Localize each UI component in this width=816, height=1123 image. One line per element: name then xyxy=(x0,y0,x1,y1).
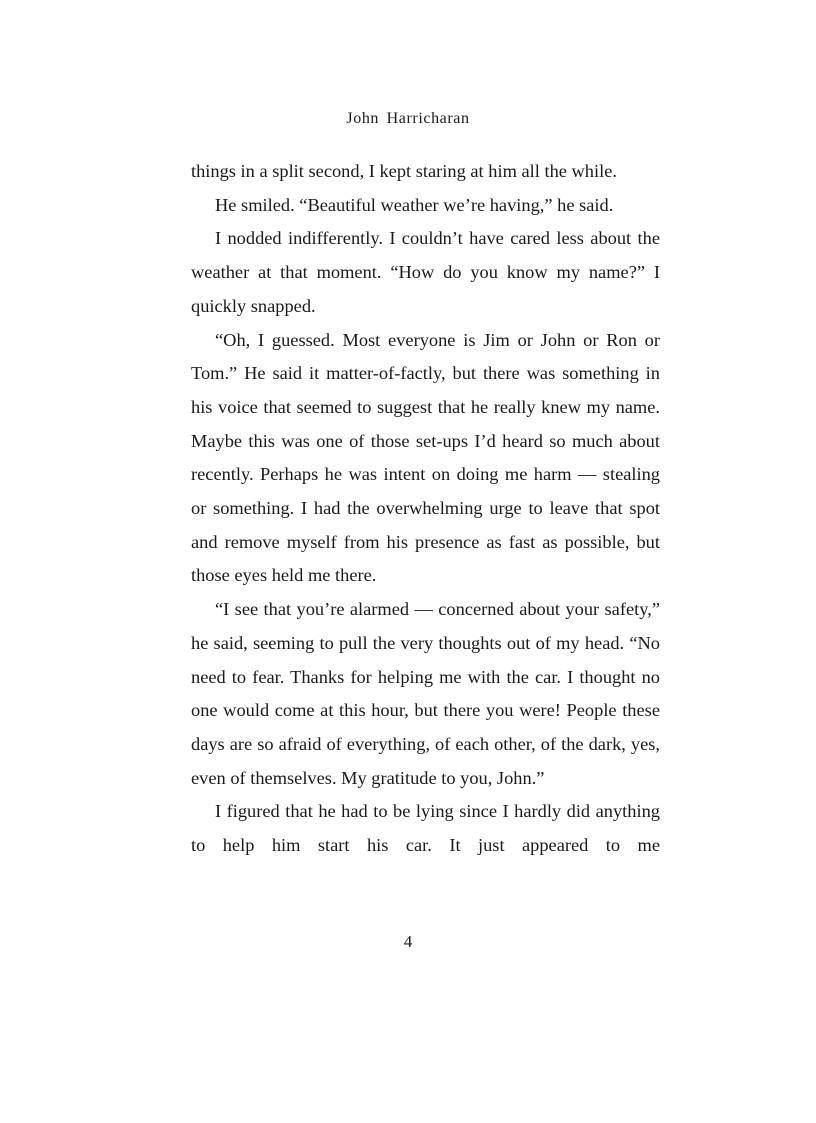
paragraph: He smiled. “Beautiful weather we’re having,” he said. xyxy=(215,194,614,215)
paragraph: “Oh, I guessed. Most everyone is Jim or John or Ron or Tom.” He said it matter-of-factly, but there was something in his voice that seemed to suggest that he really knew my name. Maybe this was one of those set-ups I’d heard so much about recently. Perhaps he was intent on doing me harm — stealing or something. I had the overwhelming urge to leave that spot and remove myself from his presence as fast as possible, but those eyes held me there. xyxy=(191,329,660,586)
paragraph: I nodded indifferently. I couldn’t have cared less about the weather at that moment. “How do you know my name?” I quickly snapped. xyxy=(191,228,660,316)
page-number: 4 xyxy=(403,932,413,951)
body-text xyxy=(191,155,660,863)
paragraph-continues-next-page: I figured that he had to be lying since I hardly did anything to help him start his car. It just appeared to me xyxy=(191,801,660,856)
paragraph: “I see that you’re alarmed — concerned about your safety,” he said, seeming to pull the very thoughts out of my head. “No need to fear. Thanks for helping me with the car. I thought no one would come at this hour, but there you were! People these days are so afraid of everything, of each other, of the dark, yes, even of themselves. My gratitude to you, John.” xyxy=(191,599,660,788)
paragraph-continued: things in a split second, I kept staring at him all the while. xyxy=(191,161,617,181)
running-head: John Harricharan xyxy=(346,110,470,127)
